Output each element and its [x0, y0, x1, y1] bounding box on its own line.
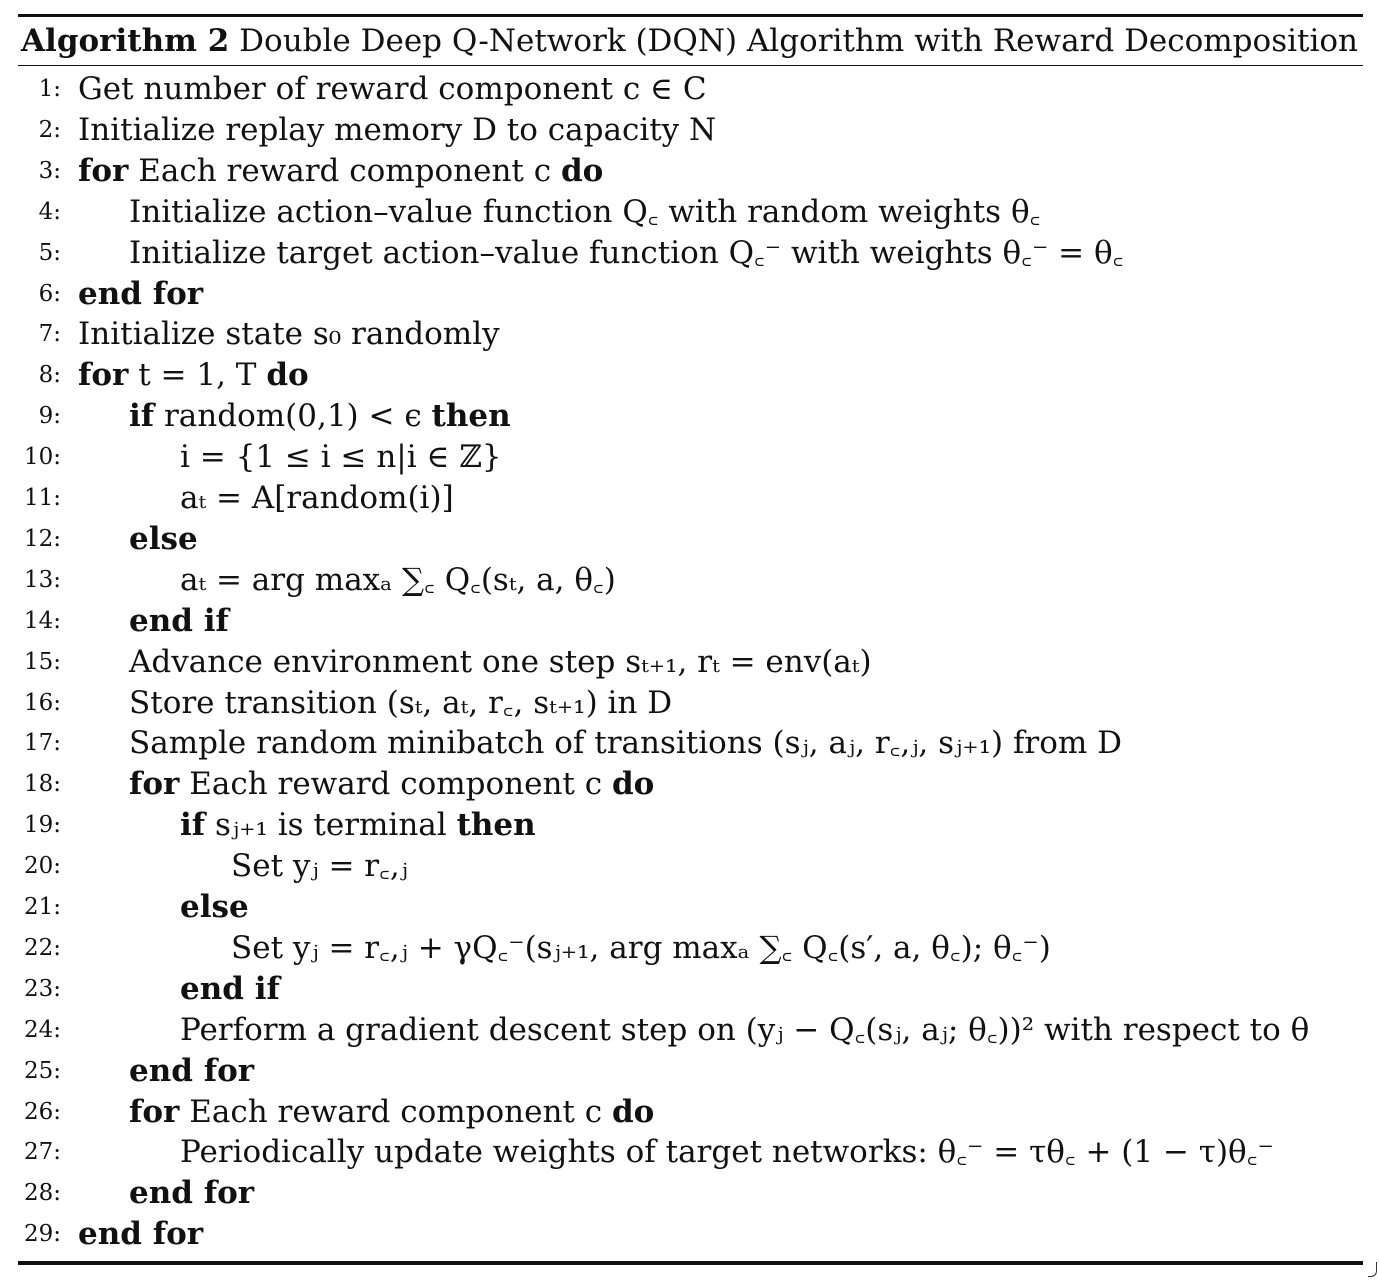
statement-text: Set yⱼ = r꜀,ⱼ: [231, 848, 408, 885]
algorithm-label: Algorithm 2: [21, 23, 230, 59]
line-number: 27:: [23, 1139, 61, 1166]
line-content: [129, 192, 1040, 233]
keyword: end if: [129, 602, 229, 639]
line-number: 16:: [23, 689, 61, 716]
line-number: 12:: [23, 525, 61, 552]
keyword: do: [611, 1093, 655, 1130]
line-content: [78, 274, 203, 315]
line-content: [78, 151, 603, 192]
caption-rule: [18, 65, 1363, 66]
line-number: 24:: [23, 1016, 61, 1043]
line-content: [129, 396, 511, 437]
statement-text: t = 1, T: [138, 357, 257, 394]
line-number: 11:: [23, 485, 61, 511]
statement-text: sⱼ₊₁ is terminal: [214, 807, 447, 844]
keyword: then: [456, 807, 536, 844]
algorithm-title: Double Deep Q-Network (DQN) Algorithm with Reward Decomposition: [239, 23, 1359, 59]
statement-text: Store transition (sₜ, aₜ, r꜀, sₜ₊₁) in D: [129, 684, 673, 721]
keyword: for: [78, 152, 129, 189]
line-content: [180, 1132, 1274, 1173]
line-content: [180, 1010, 1309, 1051]
line-content: [129, 1173, 254, 1214]
line-content: [180, 560, 616, 601]
keyword: end for: [129, 1175, 255, 1212]
line-number: 2:: [38, 116, 61, 143]
line-content: [78, 1214, 203, 1255]
algorithm-caption: [18, 17, 1363, 65]
line-content: [129, 642, 872, 683]
line-number: 7:: [38, 321, 61, 348]
line-content: [231, 846, 408, 887]
statement-text: Each reward component c: [189, 766, 603, 803]
statement-text: i = {1 ≤ i ≤ n|i ∈ ℤ}: [180, 439, 502, 476]
statement-text: Each reward component c: [189, 1093, 603, 1130]
line-number: 22:: [23, 934, 61, 961]
keyword: else: [180, 889, 249, 925]
keyword: end for: [78, 1216, 204, 1253]
statement-text: Initialize replay memory D to capacity N: [78, 111, 717, 148]
line-content: [129, 519, 198, 560]
line-number: 15:: [23, 648, 61, 675]
statement-text: Initialize state s₀ randomly: [78, 316, 500, 353]
keyword: else: [129, 520, 198, 557]
line-number: 25:: [23, 1057, 61, 1084]
line-number: 18:: [23, 771, 61, 798]
statement-text: Sample random minibatch of transitions (sⱼ, aⱼ, r꜀,ⱼ, sⱼ₊₁) from D: [129, 725, 1123, 762]
page-corner-mark: [1368, 1262, 1377, 1277]
keyword: do: [611, 766, 655, 803]
line-content: [129, 233, 1123, 274]
line-number: 21:: [23, 894, 61, 920]
line-content: [129, 723, 1122, 764]
line-number: 29:: [23, 1221, 61, 1248]
line-content: [78, 355, 309, 396]
line-content: [129, 764, 654, 805]
statement-text: Initialize action–value function Q꜀ with random weights θ꜀: [129, 193, 1041, 230]
statement-text: Set yⱼ = r꜀,ⱼ + γQ꜀⁻(sⱼ₊₁, arg maxₐ ∑꜀ Q꜀(s′, a, θ꜀); θ꜀⁻): [231, 929, 1051, 966]
statement-text: Each reward component c: [138, 152, 552, 189]
line-number: 1:: [38, 76, 61, 102]
keyword: if: [180, 807, 206, 844]
keyword: end for: [129, 1052, 255, 1089]
line-number: 23:: [23, 975, 61, 1002]
line-number: 14:: [23, 607, 61, 634]
line-number: 5:: [38, 239, 61, 266]
statement-text: Periodically update weights of target networks: θ꜀⁻ = τθ꜀ + (1 − τ)θ꜀⁻: [180, 1134, 1274, 1171]
line-content: [129, 601, 229, 642]
line-content: [180, 478, 454, 519]
line-number: 17:: [23, 730, 61, 757]
statement-text: random(0,1) < ϵ: [163, 398, 422, 435]
line-number: 4:: [38, 198, 61, 225]
keyword: do: [560, 152, 604, 189]
statement-text: aₜ = arg maxₐ ∑꜀ Q꜀(sₜ, a, θ꜀): [180, 561, 616, 598]
keyword: for: [78, 357, 129, 394]
line-content: [78, 314, 500, 355]
statement-text: aₜ = A[random(i)]: [180, 480, 454, 516]
line-number: 19:: [23, 812, 61, 839]
statement-text: Get number of reward component c ∈ C: [78, 71, 707, 107]
line-number: 28:: [23, 1180, 61, 1207]
line-number: 13:: [23, 566, 61, 593]
line-content: [129, 1092, 654, 1133]
statement-text: Perform a gradient descent step on (yⱼ − Q꜀(sⱼ, aⱼ; θ꜀))² with respect to θ: [180, 1011, 1310, 1048]
line-number: 8:: [38, 362, 61, 389]
line-content: [78, 110, 716, 151]
statement-text: Initialize target action–value function Q꜀⁻ with weights θ꜀⁻ = θ꜀: [129, 234, 1124, 271]
keyword: for: [129, 766, 180, 803]
line-content: [180, 887, 249, 928]
line-number: 10:: [23, 444, 61, 471]
keyword: then: [431, 398, 511, 435]
algorithm-block: [18, 14, 1363, 1253]
line-content: [180, 437, 502, 478]
keyword: end for: [78, 275, 204, 312]
bottom-rule: [18, 1261, 1363, 1265]
line-content: [180, 805, 536, 846]
line-number: 6:: [38, 280, 61, 307]
line-content: [78, 69, 707, 110]
statement-text: Advance environment one step sₜ₊₁, rₜ = env(aₜ): [129, 643, 872, 680]
line-number: 26:: [23, 1098, 61, 1125]
line-content: [129, 1051, 254, 1092]
keyword: for: [129, 1093, 180, 1130]
keyword: end if: [180, 970, 280, 1007]
line-content: [129, 683, 672, 724]
line-number: 9:: [38, 403, 61, 430]
line-number: 3:: [38, 157, 61, 184]
keyword: if: [129, 398, 155, 435]
keyword: do: [266, 357, 309, 394]
line-content: [231, 928, 1051, 969]
line-content: [180, 969, 280, 1010]
line-number: 20:: [23, 853, 61, 880]
